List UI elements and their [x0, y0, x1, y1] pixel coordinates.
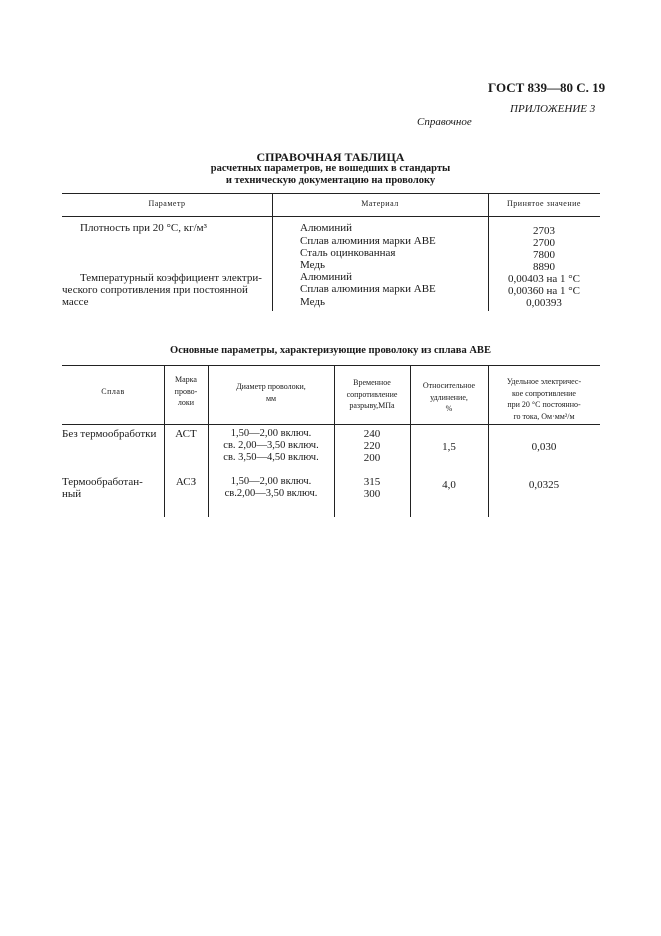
table1-row1-value-2: 2700 [533, 237, 555, 249]
table1-row2-material-3: Медь [300, 296, 325, 308]
table1-row2-value-2: 0,00360 на 1 °С [507, 285, 580, 297]
table2-row1-elongation: 1,5 [442, 441, 456, 453]
table2-row2-strength-2: 300 [363, 488, 381, 500]
table1-subtitle-line2: и техническую документацию на проволоку [225, 175, 436, 186]
table2-col-grade-line3: локи [177, 398, 195, 407]
table1-title: СПРАВОЧНАЯ ТАБЛИЦА [256, 150, 405, 164]
table2-col-grade [164, 374, 208, 409]
table2-row2-diameter-1: 1,50—2,00 включ. [230, 476, 312, 487]
table1-subtitle-line1: расчетных параметров, не вошедших в стандарты [210, 163, 451, 174]
table1-row1-material-1: Алюминий [300, 222, 353, 234]
table2-col-strength-line3: разрыву,МПа [349, 401, 395, 410]
table1-row1-value-4: 8890 [533, 261, 555, 273]
table2-col-elongation [410, 380, 488, 415]
table1-row2-param-line3: массе [62, 296, 89, 308]
table2-row1-diameter-1: 1,50—2,00 включ. [230, 428, 312, 439]
table1-row1-param: Плотность при 20 °С, кг/м³ [80, 222, 207, 234]
table2-col-elongation-line1: Относительное [422, 381, 476, 390]
standard-reference: ГОСТ 839—80 С. 19 [488, 80, 606, 95]
table2-col-strength [334, 377, 410, 412]
table2-row2-diameter-2: св.2,00—3,50 включ. [224, 488, 318, 499]
table2-row2-resistivity: 0,0325 [528, 479, 560, 491]
table2-row1-diameter-2: св. 2,00—3,50 включ. [223, 440, 319, 451]
table2-col-alloy: Сплав [101, 387, 125, 396]
appendix-label: ПРИЛОЖЕНИЕ 3 [510, 103, 596, 115]
table1-top-rule [62, 193, 600, 194]
table1-col-material: Материал [361, 199, 399, 208]
table1-row1-value-1: 2703 [533, 225, 555, 237]
table2-col-strength-line2: сопротивление [346, 389, 398, 399]
table1-col-parameter: Параметр [148, 199, 186, 208]
table2-row2-strength-1: 315 [363, 476, 381, 488]
table1-row1-value-3: 7800 [533, 249, 555, 261]
table2-header-rule [62, 424, 600, 425]
table2-col-resistivity-line3: при 20 °С постоянно- [507, 400, 581, 409]
table1-row2-value-1: 0,00403 на 1 °С [507, 273, 580, 285]
reference-note: Справочное [417, 116, 472, 128]
table2-col-resistivity-line1: Удельное электричес- [506, 377, 582, 386]
table2-row2-alloy-line1: Термообработан- [62, 476, 143, 488]
table2-row1-strength-1: 240 [363, 428, 381, 440]
table1-row1-material-2: Сплав алюминия марки АВЕ [300, 235, 436, 247]
table2-col-resistivity [488, 376, 600, 422]
table2-col-diameter [208, 381, 334, 404]
table1-row2-param-line2: ческого сопротивления при постоянной [62, 284, 248, 296]
table2-col-resistivity-line4: го тока, Ом·мм²/м [513, 411, 575, 421]
table2-col-elongation-line3: % [445, 404, 453, 413]
table2-col-diameter-line2: мм [265, 393, 277, 403]
table1-row2-material-1: Алюминий [300, 271, 353, 283]
table1-row2-param-line1: Температурный коэффициент электри- [80, 272, 262, 284]
table2-row2-alloy-line2: ный [62, 488, 82, 500]
table2-col-elongation-line2: удлинение, [430, 392, 468, 402]
table2-col-strength-line1: Временное [353, 378, 391, 387]
table1-row1-material-4: Медь [300, 259, 325, 271]
table2-row1-diameter-3: св. 3,50—4,50 включ. [223, 452, 319, 463]
table1-header-rule [62, 216, 600, 217]
table1-row2-material-2: Сплав алюминия марки АВЕ [300, 283, 436, 295]
table2-title: Основные параметры, характеризующие проволоку из сплава АВЕ [170, 345, 491, 356]
table2-row1-strength-3: 200 [363, 452, 381, 464]
table1-row2-value-3: 0,00393 [526, 297, 562, 309]
table1-col-value: Принятое значение [507, 199, 581, 208]
table2-top-rule [62, 365, 600, 366]
table2-col-resistivity-line2: кое сопротивление [512, 388, 576, 398]
table2-row1-alloy: Без термообработки [62, 428, 157, 440]
table2-row1-resistivity: 0,030 [531, 441, 557, 453]
table2-row2-grade: АСЗ [175, 476, 197, 488]
table2-col-grade-line1: Марка [175, 375, 197, 384]
table2-row1-strength-2: 220 [363, 440, 381, 452]
table2-col-diameter-line1: Диаметр проволоки, [236, 382, 306, 391]
table2-row1-grade: АСТ [175, 428, 197, 440]
table1-row1-material-3: Сталь оцинкованная [300, 247, 396, 259]
table1-divider-1 [272, 193, 273, 311]
table2-row2-elongation: 4,0 [442, 479, 456, 491]
table2-col-grade-line2: прово- [174, 386, 198, 396]
